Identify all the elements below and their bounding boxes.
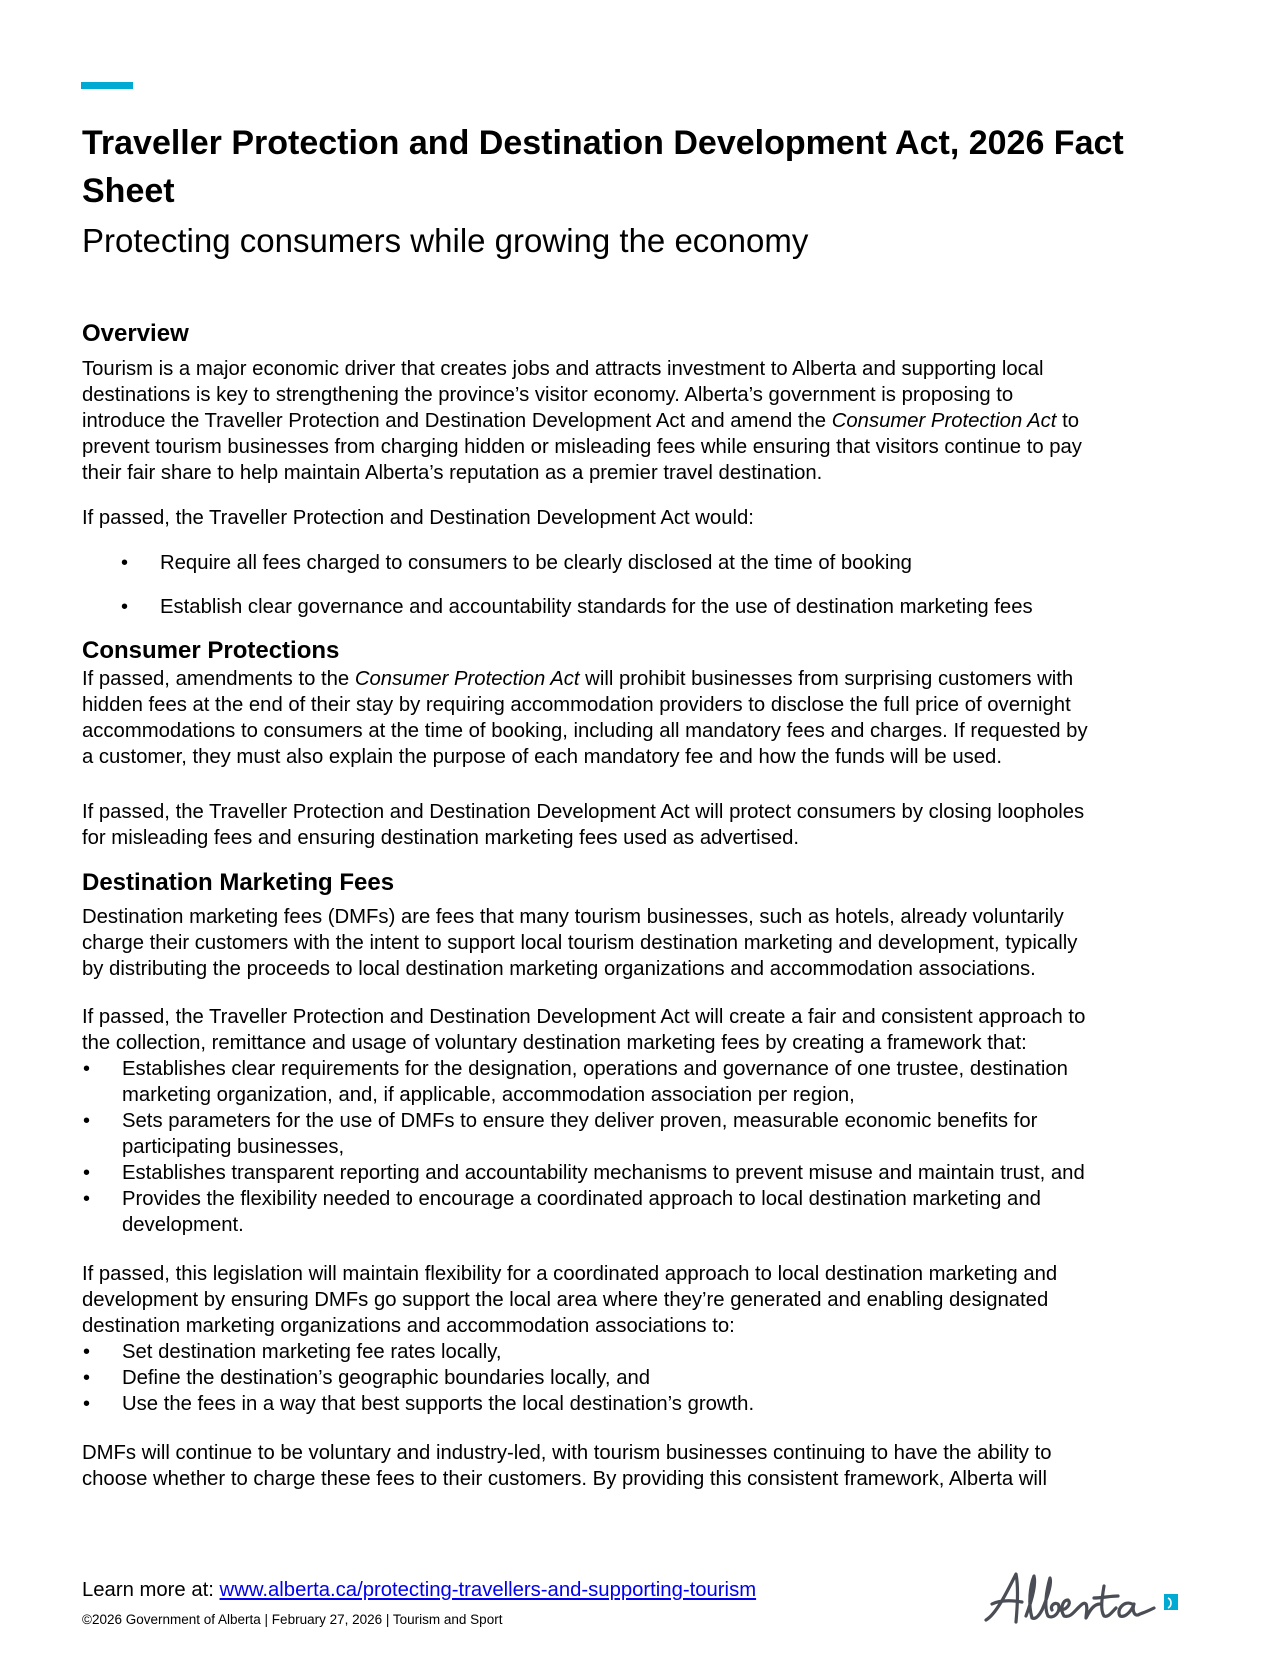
footer-copyright: ©2026 Government of Alberta | February 27, 2026 | Tourism and Sport bbox=[82, 1612, 503, 1627]
local-bullet: Use the fees in a way that best supports the local destination’s growth. bbox=[122, 1393, 755, 1415]
dmf-para-line: the collection, remittance and usage of voluntary destination marketing fees by creating a framework that: bbox=[82, 1032, 1027, 1054]
page-subtitle: Protecting consumers while growing the economy bbox=[82, 222, 809, 259]
bullet-icon: • bbox=[83, 1188, 91, 1210]
local-bullet: Define the destination’s geographic boundaries locally, and bbox=[122, 1367, 651, 1389]
overview-para-line: their fair share to help maintain Alberta’s reputation as a premier travel destination. bbox=[82, 462, 823, 484]
overview-para-line: prevent tourism businesses from charging hidden or misleading fees while ensuring that visitors continue to pay bbox=[82, 436, 1082, 458]
overview-bullet: Require all fees charged to consumers to be clearly disclosed at the time of booking bbox=[160, 552, 912, 574]
local-bullet: Set destination marketing fee rates locally, bbox=[122, 1341, 502, 1363]
consumer-para-line: for misleading fees and ensuring destination marketing fees used as advertised. bbox=[82, 827, 800, 849]
learn-more-label: Learn more at: bbox=[82, 1579, 220, 1601]
dmf-heading: Destination Marketing Fees bbox=[82, 869, 395, 896]
overview-intro: If passed, the Traveller Protection and Destination Development Act would: bbox=[82, 507, 754, 529]
bullet-icon: • bbox=[83, 1110, 91, 1132]
framework-bullet-line: marketing organization, and, if applicable, accommodation association per region, bbox=[122, 1084, 855, 1106]
dmf-para-line: If passed, the Traveller Protection and Destination Development Act will create a fair and consistent approach to bbox=[82, 1006, 1086, 1028]
page-title-line-1: Traveller Protection and Destination Development Act, 2026 Fact bbox=[82, 124, 1124, 162]
text: introduce the Traveller Protection and Destination Development Act and amend the bbox=[82, 410, 832, 432]
dmf-para-line: by distributing the proceeds to local destination marketing organizations and accommodation associations. bbox=[82, 958, 1036, 980]
dmf-para-line: development by ensuring DMFs go support the local area where they’re generated and enabling designated bbox=[82, 1289, 1049, 1311]
dmf-para-line: If passed, this legislation will maintain flexibility for a coordinated approach to local destination marketing and bbox=[82, 1263, 1058, 1285]
framework-bullet-line: development. bbox=[122, 1214, 244, 1236]
dmf-para-line: destination marketing organizations and accommodation associations to: bbox=[82, 1315, 735, 1337]
consumer-para-line bbox=[82, 669, 1073, 689]
text: to bbox=[1056, 410, 1079, 432]
bullet-icon: • bbox=[83, 1162, 91, 1184]
text: will prohibit businesses from surprising customers with bbox=[579, 668, 1074, 690]
page-title-line-2: Sheet bbox=[82, 172, 175, 210]
overview-para-line: Tourism is a major economic driver that creates jobs and attracts investment to Alberta and supporting local bbox=[82, 358, 1044, 380]
framework-bullet-line: Provides the flexibility needed to encourage a coordinated approach to local destination marketing and bbox=[122, 1188, 1041, 1210]
learn-more bbox=[82, 1580, 756, 1600]
act-name-italic: Consumer Protection Act bbox=[354, 668, 580, 690]
consumer-para-line: accommodations to consumers at the time of booking, including all mandatory fees and charges. If requested by bbox=[82, 720, 1088, 742]
bullet-icon: • bbox=[83, 1058, 91, 1080]
bullet-icon: • bbox=[83, 1367, 91, 1389]
overview-para-line bbox=[82, 411, 1079, 431]
dmf-para-line: charge their customers with the intent to support local tourism destination marketing and development, typically bbox=[82, 932, 1078, 954]
framework-bullet-line: participating businesses, bbox=[122, 1136, 345, 1158]
bullet-icon: • bbox=[83, 1341, 91, 1363]
consumer-para-line: hidden fees at the end of their stay by requiring accommodation providers to disclose the full price of overnight bbox=[82, 694, 1071, 716]
learn-more-link[interactable]: www.alberta.ca/protecting-travellers-and-supporting-tourism bbox=[219, 1579, 757, 1601]
overview-bullet: Establish clear governance and accountability standards for the use of destination marketing fees bbox=[160, 596, 1033, 618]
bullet-icon: • bbox=[83, 1393, 91, 1415]
framework-bullet-line: Establishes transparent reporting and accountability mechanisms to prevent misuse and maintain trust, and bbox=[122, 1162, 1085, 1184]
bullet-icon: • bbox=[121, 552, 129, 574]
consumer-protections-heading: Consumer Protections bbox=[82, 637, 340, 664]
alberta-logo-icon bbox=[982, 1570, 1182, 1626]
text: If passed, amendments to the bbox=[82, 668, 355, 690]
dmf-para-line: DMFs will continue to be voluntary and industry-led, with tourism businesses continuing to have the ability to bbox=[82, 1442, 1052, 1464]
dmf-para-line: Destination marketing fees (DMFs) are fees that many tourism businesses, such as hotels, already voluntarily bbox=[82, 906, 1064, 928]
framework-bullet-line: Sets parameters for the use of DMFs to ensure they deliver proven, measurable economic benefits for bbox=[122, 1110, 1038, 1132]
accent-bar bbox=[81, 82, 133, 89]
overview-para-line: destinations is key to strengthening the province’s visitor economy. Alberta’s government is proposing to bbox=[82, 384, 1014, 406]
dmf-para-line: choose whether to charge these fees to their customers. By providing this consistent framework, Alberta will bbox=[82, 1468, 1047, 1490]
framework-bullet-line: Establishes clear requirements for the designation, operations and governance of one trustee, destination bbox=[122, 1058, 1068, 1080]
act-name-italic: Consumer Protection Act bbox=[831, 410, 1057, 432]
consumer-para-line: If passed, the Traveller Protection and Destination Development Act will protect consumers by closing loopholes bbox=[82, 801, 1085, 823]
overview-heading: Overview bbox=[82, 320, 189, 347]
consumer-para-line: a customer, they must also explain the purpose of each mandatory fee and how the funds will be used. bbox=[82, 746, 1002, 768]
bullet-icon: • bbox=[121, 596, 129, 618]
